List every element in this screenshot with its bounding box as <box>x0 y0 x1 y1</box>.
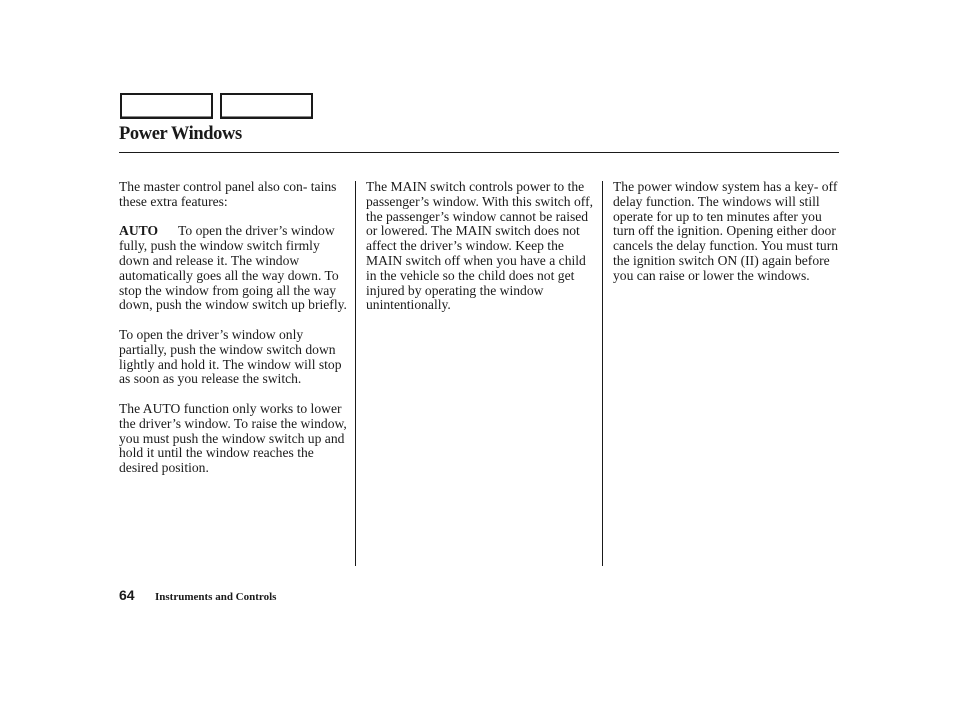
page-number: 64 <box>119 587 135 603</box>
column-2 <box>366 180 594 328</box>
nav-button-1[interactable] <box>120 93 213 119</box>
column-divider-1 <box>355 181 356 566</box>
page-title: Power Windows <box>119 124 242 144</box>
partial-open-paragraph: To open the driver’s window only partially, push the window switch down lightly and hold it. The window will stop as soon as you release the switch. <box>119 326 342 387</box>
column-3 <box>613 180 841 298</box>
column-divider-2 <box>602 181 603 566</box>
intro-paragraph: The master control panel also con- tains these extra features: <box>119 179 337 209</box>
column-1 <box>119 180 347 491</box>
auto-function-paragraph: The AUTO function only works to lower the driver’s window. To raise the window, you must push the window switch up and hold it until the window reaches the desired position. <box>119 400 347 476</box>
auto-text: To open the driver’s window fully, push the window switch firmly down and release it. The window automatically goes all the way down. To stop the window from going all the way down, push the window switch up briefly. <box>119 223 347 313</box>
auto-paragraph <box>119 224 347 313</box>
section-name: Instruments and Controls <box>155 591 277 603</box>
auto-label: AUTO <box>119 223 159 239</box>
key-off-delay-paragraph: The power window system has a key- off delay function. The windows will still operate for up to ten minutes after you turn off the ignition. Opening either door cancels the delay function. You must turn the ignition switch ON (II) again before you can raise or lower the windows. <box>613 179 839 283</box>
main-switch-paragraph: The MAIN switch controls power to the passenger’s window. With this switch off, the passenger’s window cannot be raised or lowered. The MAIN switch does not affect the driver’s window. Keep the MAIN switch off when you have a child in the vehicle so the child does not get injured by operating the window unintentionally. <box>366 179 594 313</box>
title-rule <box>119 152 839 153</box>
nav-button-2[interactable] <box>220 93 313 119</box>
